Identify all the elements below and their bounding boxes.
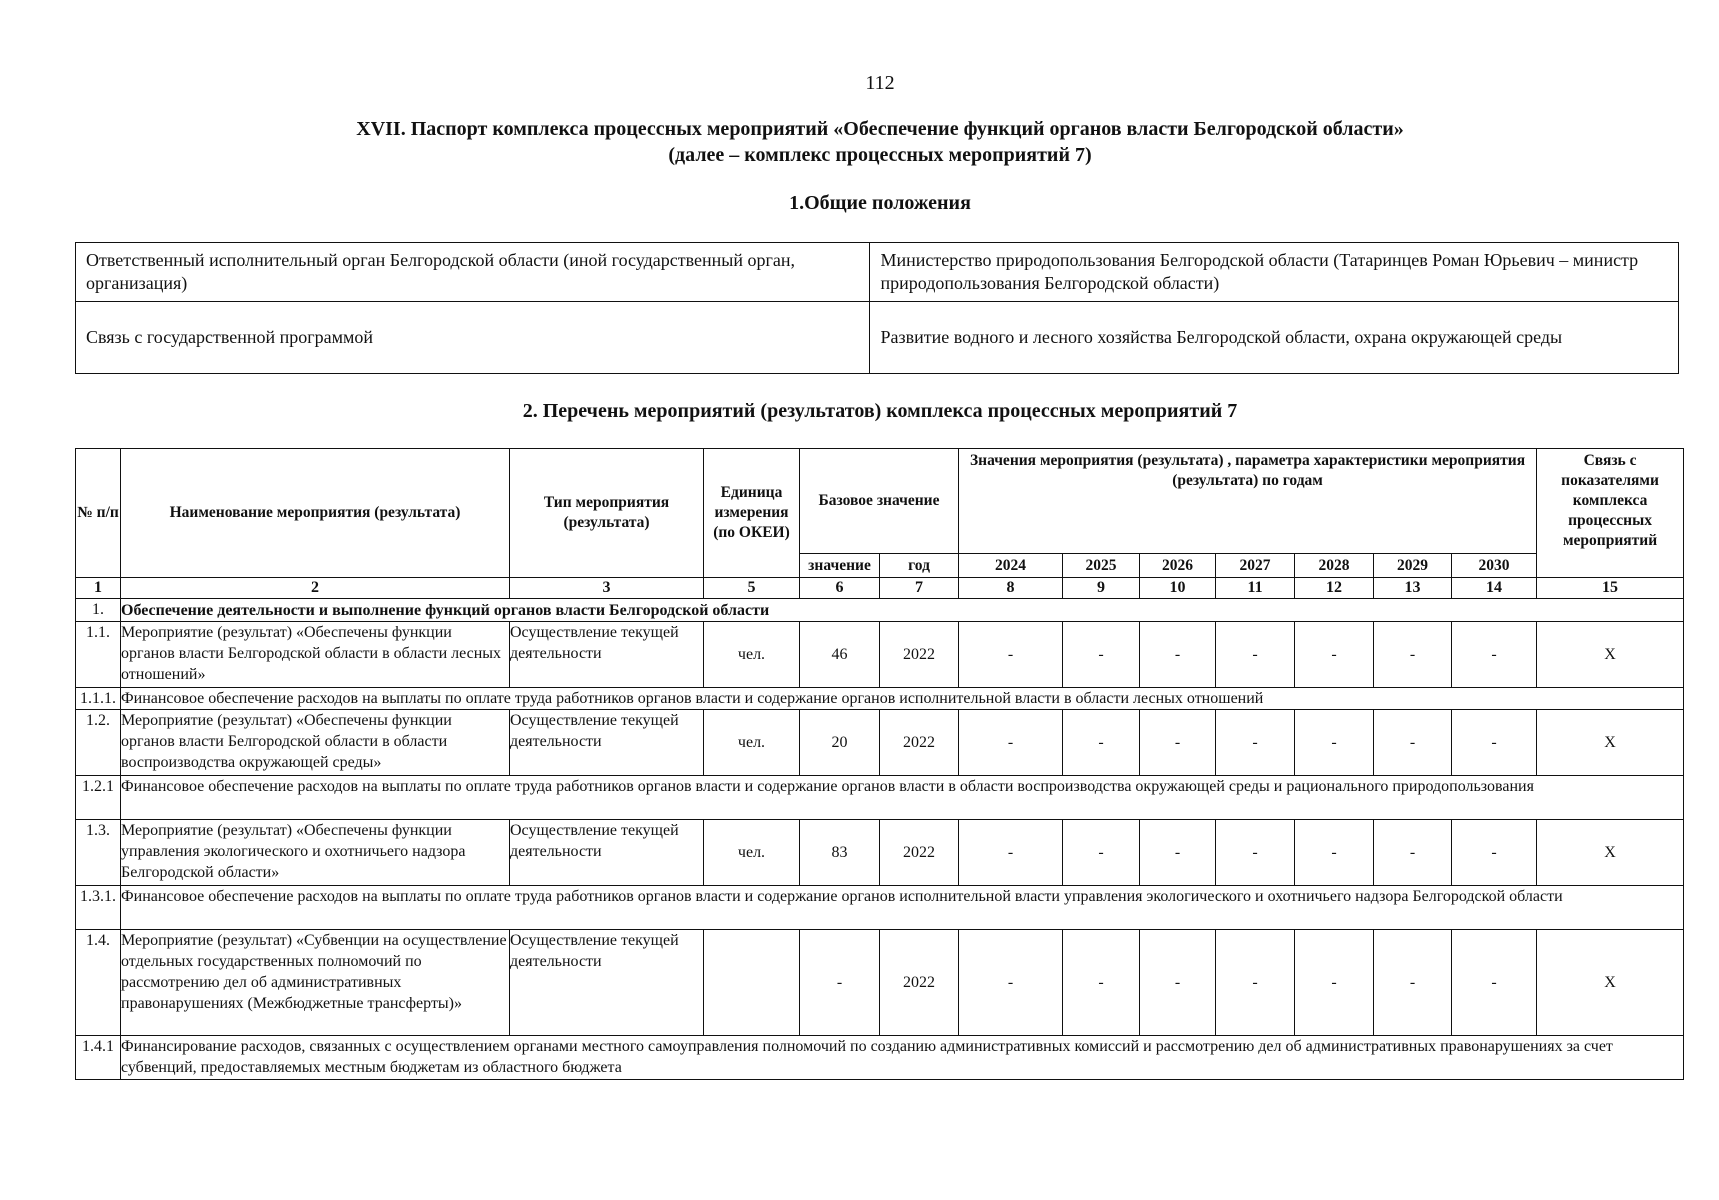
measure-name: Мероприятие (результат) «Субвенции на осуществление отдельных государственных полномочий по рассмотрению дел об административных правонарушениях (Межбюджетные трансферты)» xyxy=(121,930,510,1036)
column-number: 11 xyxy=(1216,578,1295,599)
measure-unit xyxy=(704,930,800,1036)
base-value: 46 xyxy=(800,622,880,688)
header-base-year: год xyxy=(880,554,959,578)
general-provisions-table xyxy=(75,242,1679,374)
measure-type: Осуществление текущей деятельности xyxy=(510,710,704,776)
base-value: - xyxy=(800,930,880,1036)
section1-heading: 1.Общие положения xyxy=(789,192,971,214)
column-number: 2 xyxy=(121,578,510,599)
measure-name: Мероприятие (результат) «Обеспечены функции органов власти Белгородской области в области воспроизводства окружающей среды» xyxy=(121,710,510,776)
row-number: 1.1. xyxy=(76,622,121,688)
link-mark: X xyxy=(1537,710,1684,776)
column-number: 6 xyxy=(800,578,880,599)
sub-row xyxy=(76,688,1684,710)
year-value: - xyxy=(1374,820,1452,886)
column-number: 9 xyxy=(1063,578,1140,599)
year-value: - xyxy=(1063,622,1140,688)
row-number: 1.2.1 xyxy=(76,776,121,820)
sub-row xyxy=(76,776,1684,820)
measures-table xyxy=(75,448,1684,1080)
measure-name: Мероприятие (результат) «Обеспечены функции управления экологического и охотничьего надзора Белгородской области» xyxy=(121,820,510,886)
document-subtitle: (далее – комплекс процессных мероприятий 7) xyxy=(668,144,1092,166)
header-values: Значения мероприятия (результата) , параметра характеристики мероприятия (результата) по годам xyxy=(959,449,1537,554)
header-year: 2026 xyxy=(1140,554,1216,578)
column-number: 15 xyxy=(1537,578,1684,599)
header-type: Тип мероприятия (результата) xyxy=(510,449,704,578)
column-number: 12 xyxy=(1295,578,1374,599)
table-row xyxy=(76,820,1684,886)
header-link: Связь с показателями комплекса процессных мероприятий xyxy=(1537,449,1684,578)
general-value: Министерство природопользования Белгородской области (Татаринцев Роман Юрьевич – министр природопользования Белгородской области) xyxy=(870,243,1679,302)
column-numbers-row xyxy=(76,578,1684,599)
sub-description: Финансовое обеспечение расходов на выплаты по оплате труда работников органов власти и содержание органов исполнительной власти управления экологического и охотничьего надзора Белгородской области xyxy=(121,886,1684,930)
year-value: - xyxy=(1295,710,1374,776)
sub-row xyxy=(76,1036,1684,1080)
year-value: - xyxy=(1452,710,1537,776)
year-value: - xyxy=(1452,820,1537,886)
header-base-value: значение xyxy=(800,554,880,578)
link-mark: X xyxy=(1537,622,1684,688)
year-value: - xyxy=(1216,710,1295,776)
measure-name: Мероприятие (результат) «Обеспечены функции органов власти Белгородской области в области лесных отношений» xyxy=(121,622,510,688)
year-value: - xyxy=(1216,930,1295,1036)
year-value: - xyxy=(1140,622,1216,688)
link-mark: X xyxy=(1537,930,1684,1036)
year-value: - xyxy=(1063,710,1140,776)
year-value: - xyxy=(959,820,1063,886)
base-value: 20 xyxy=(800,710,880,776)
header-year: 2029 xyxy=(1374,554,1452,578)
year-value: - xyxy=(1295,622,1374,688)
year-value: - xyxy=(1140,820,1216,886)
row-number: 1.3.1. xyxy=(76,886,121,930)
year-value: - xyxy=(959,930,1063,1036)
year-value: - xyxy=(1216,622,1295,688)
measure-unit: чел. xyxy=(704,710,800,776)
header-year: 2028 xyxy=(1295,554,1374,578)
row-number: 1.4.1 xyxy=(76,1036,121,1080)
header-unit: Единица измерения (по ОКЕИ) xyxy=(704,449,800,578)
table-row xyxy=(76,622,1684,688)
measure-type: Осуществление текущей деятельности xyxy=(510,622,704,688)
year-value: - xyxy=(1295,820,1374,886)
page-number: 112 xyxy=(865,72,895,94)
base-value: 83 xyxy=(800,820,880,886)
column-number: 1 xyxy=(76,578,121,599)
row-number: 1.1.1. xyxy=(76,688,121,710)
year-value: - xyxy=(1063,930,1140,1036)
sub-description: Финансирование расходов, связанных с осуществлением органами местного самоуправления полномочий по созданию административных комиссий и рассмотрению дел об административных правонарушениях за счет субвенций, предоставляемых местным бюджетам из областного бюджета xyxy=(121,1036,1684,1080)
base-year: 2022 xyxy=(880,820,959,886)
year-value: - xyxy=(1374,710,1452,776)
document-title: XVII. Паспорт комплекса процессных мероприятий «Обеспечение функций органов власти Белгородской области» xyxy=(356,118,1404,140)
column-number: 8 xyxy=(959,578,1063,599)
table-row xyxy=(76,710,1684,776)
row-number: 1.3. xyxy=(76,820,121,886)
column-number: 14 xyxy=(1452,578,1537,599)
column-number: 7 xyxy=(880,578,959,599)
year-value: - xyxy=(959,622,1063,688)
column-number: 10 xyxy=(1140,578,1216,599)
year-value: - xyxy=(1374,930,1452,1036)
year-value: - xyxy=(959,710,1063,776)
section2-heading: 2. Перечень мероприятий (результатов) комплекса процессных мероприятий 7 xyxy=(522,400,1238,422)
year-value: - xyxy=(1140,710,1216,776)
section-row xyxy=(76,599,1684,622)
table-row xyxy=(76,930,1684,1036)
header-row xyxy=(76,449,1684,554)
sub-description: Финансовое обеспечение расходов на выплаты по оплате труда работников органов власти и содержание органов власти в области воспроизводства окружающей среды и рационального природопользования xyxy=(121,776,1684,820)
general-row xyxy=(76,302,1679,374)
year-value: - xyxy=(1452,622,1537,688)
base-year: 2022 xyxy=(880,622,959,688)
row-number: 1.4. xyxy=(76,930,121,1036)
column-number: 3 xyxy=(510,578,704,599)
header-name: Наименование мероприятия (результата) xyxy=(121,449,510,578)
row-number: 1. xyxy=(76,599,121,622)
header-year: 2030 xyxy=(1452,554,1537,578)
measure-unit: чел. xyxy=(704,820,800,886)
section-title: Обеспечение деятельности и выполнение функций органов власти Белгородской области xyxy=(121,599,1684,622)
header-num: № п/п xyxy=(76,449,121,578)
column-number: 5 xyxy=(704,578,800,599)
general-label: Ответственный исполнительный орган Белгородской области (иной государственный орган, организация) xyxy=(76,243,870,302)
measure-unit: чел. xyxy=(704,622,800,688)
year-value: - xyxy=(1140,930,1216,1036)
general-label: Связь с государственной программой xyxy=(76,302,870,374)
general-value: Развитие водного и лесного хозяйства Белгородской области, охрана окружающей среды xyxy=(870,302,1679,374)
year-value: - xyxy=(1452,930,1537,1036)
sub-description: Финансовое обеспечение расходов на выплаты по оплате труда работников органов власти и содержание органов исполнительной власти в области лесных отношений xyxy=(121,688,1684,710)
column-number: 13 xyxy=(1374,578,1452,599)
year-value: - xyxy=(1063,820,1140,886)
base-year: 2022 xyxy=(880,710,959,776)
year-value: - xyxy=(1295,930,1374,1036)
row-number: 1.2. xyxy=(76,710,121,776)
sub-row xyxy=(76,886,1684,930)
base-year: 2022 xyxy=(880,930,959,1036)
header-year: 2027 xyxy=(1216,554,1295,578)
link-mark: X xyxy=(1537,820,1684,886)
year-value: - xyxy=(1216,820,1295,886)
header-base: Базовое значение xyxy=(800,449,959,554)
measure-type: Осуществление текущей деятельности xyxy=(510,820,704,886)
year-value: - xyxy=(1374,622,1452,688)
general-row xyxy=(76,243,1679,302)
header-year: 2024 xyxy=(959,554,1063,578)
measure-type: Осуществление текущей деятельности xyxy=(510,930,704,1036)
header-year: 2025 xyxy=(1063,554,1140,578)
